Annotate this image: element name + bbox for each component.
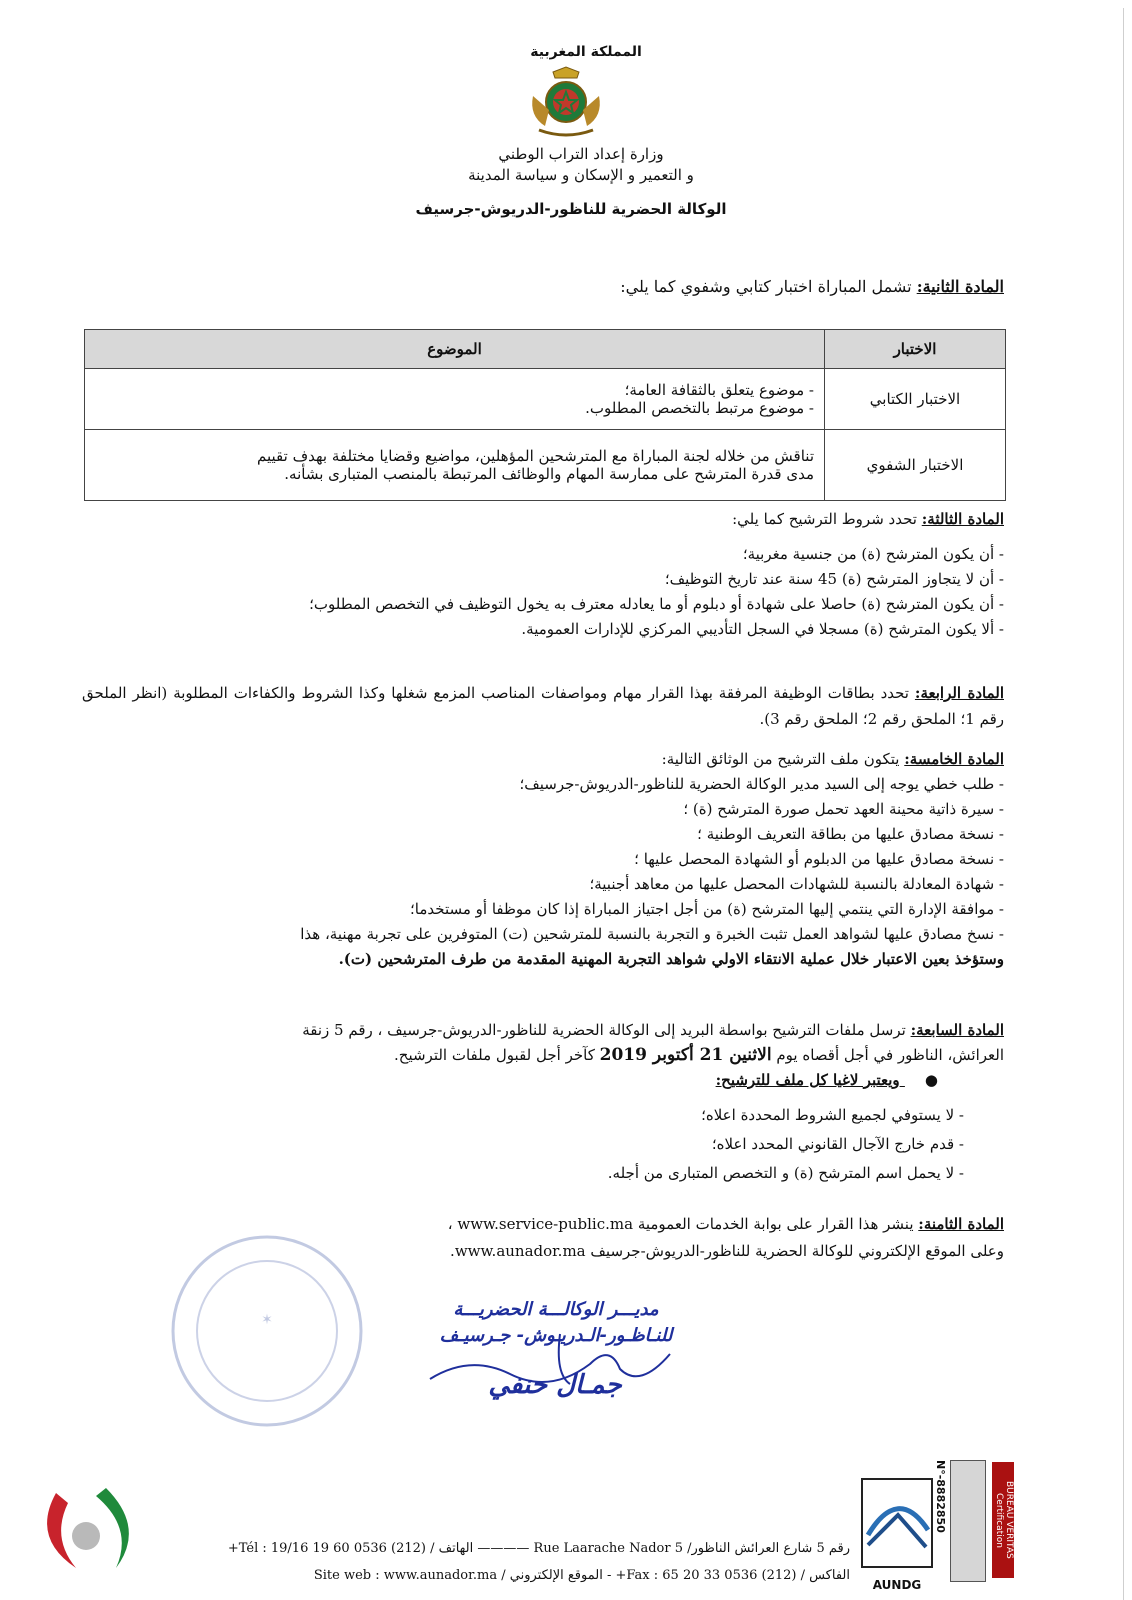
subject-line: - موضوع يتعلق بالثقافة العامة؛ — [624, 381, 814, 399]
footer-phone: الهاتف / Tél : 19/16 19 60 0536 (212)+ — [227, 1541, 474, 1556]
subject-line: - موضوع مرتبط بالتخصص المطلوب. — [585, 399, 814, 417]
article-7-text-2b: كآخر أجل لقبول ملفات الترشيح. — [394, 1046, 595, 1064]
list-item: - نسخة مصادق عليها من بطاقة التعريف الوطنية ؛ — [82, 822, 1004, 847]
list-item: - نسخ مصادق عليها لشواهد العمل تثبت الخبرة و التجربة بالنسبة للمترشحين (ت) المتوفرين على تجربة مهنية، هذا — [82, 922, 1004, 947]
list-item: - لا يحمل اسم المترشح (ة) و التخصص المتبارى من أجله. — [82, 1159, 964, 1188]
official-stamp-icon — [168, 1232, 366, 1430]
article-5-note: وستؤخذ بعين الاعتبار خلال عملية الانتقاء الاولي شواهد التجربة المهنية المقدمة من طرف المترشحين (ت). — [338, 950, 1004, 968]
article-8-title: المادة الثامنة: — [918, 1215, 1004, 1233]
svg-text:✶: ✶ — [261, 1312, 273, 1328]
article-7-text-2a: العرائش، الناظور في أجل أقصاه يوم — [776, 1046, 1004, 1064]
subject-line: تناقش من خلاله لجنة المباراة مع المترشحين المؤهلين، مواضيع وقضايا مختلفة بهدف تقييم — [257, 447, 814, 465]
list-item: - سيرة ذاتية محينة العهد تحمل صورة المترشح (ة) ؛ — [82, 797, 1004, 822]
article-7 — [82, 1018, 1004, 1188]
ministry-line-1: وزارة إعداد التراب الوطني — [498, 145, 664, 163]
subject-line: مدى قدرة المترشح على ممارسة المهام والوظائف المرتبطة بالمنصب المتبارى بشأنه. — [284, 465, 814, 483]
signatory-title-line-2: للنـاظـور-الـدريـوش- جـرسيـف — [439, 1325, 673, 1346]
list-item: - لا يستوفي لجميع الشروط المحددة اعلاه؛ — [82, 1101, 964, 1130]
list-item: - شهادة المعادلة بالنسبة للشهادات المحصل عليها من معاهد أجنبية؛ — [82, 872, 1004, 897]
article-8-line-1: ينشر هذا القرار على بوابة الخدمات العمومية www.service-public.ma ، — [447, 1215, 914, 1233]
aundg-label: AUNDG — [872, 1578, 922, 1592]
bureau-veritas-text: BUREAU VERITAS Certification — [992, 1462, 1014, 1578]
footer-fax: الفاكس / Fax : 65 20 33 0536 (212)+ — [615, 1568, 850, 1583]
exam-written-subject — [85, 369, 825, 430]
list-item: - أن لا يتجاوز المترشح (ة) 45 سنة عند تاريخ التوظيف؛ — [82, 567, 1004, 592]
article-4-text: تحدد بطاقات الوظيفة المرفقة بهذا القرار مهام ومواصفات المناصب المزمع شغلها وكذا الشروط والكفاءات المطلوبة (انظر الملحق رقم 1؛ الملحق رقم 2؛ الملحق رقم 3). — [82, 684, 1004, 728]
signatory-title-line-1: مديـــر الوكالـــة الحضريـــة — [453, 1299, 659, 1320]
deadline: الاثنين 21 أكتوبر 2019 — [599, 1045, 772, 1065]
article-5 — [82, 746, 1004, 972]
list-item: - قدم خارج الآجال القانوني المحدد اعلاه؛ — [82, 1130, 964, 1159]
article-5-text: يتكون ملف الترشيح من الوثائق التالية: — [661, 750, 900, 768]
exam-table — [84, 329, 1006, 501]
header-exam: الاختبار — [825, 330, 1006, 369]
royal-emblem-icon — [525, 66, 607, 140]
void-title: ويعتبر لاغيا كل ملف للترشيح: — [715, 1071, 900, 1089]
article-4 — [82, 680, 1004, 732]
article-5-title: المادة الخامسة: — [904, 750, 1004, 768]
exam-table-header — [85, 330, 1006, 369]
list-item: - طلب خطي يوجه إلى السيد مدير الوكالة الحضرية للناظور-الدريوش-جرسيف؛ — [82, 772, 1004, 797]
exam-oral: الاختبار الشفوي — [825, 430, 1006, 501]
footer-line-1 — [140, 1541, 850, 1556]
signatory-name: جمـال حنفي — [488, 1370, 622, 1400]
exam-oral-subject — [85, 430, 825, 501]
aundg-logo-icon — [858, 1475, 936, 1571]
letterhead — [0, 44, 1132, 218]
article-8-line-2: وعلى الموقع الإلكتروني للوكالة الحضرية للناظور-الدريوش-جرسيف www.aunador.ma. — [450, 1242, 1004, 1260]
kingdom-title: المملكة المغربية — [530, 44, 642, 60]
footer-website: الموقع الإلكتروني / Site web : www.aunador.ma — [313, 1568, 603, 1583]
article-4-title: المادة الرابعة: — [914, 684, 1004, 702]
article-3 — [82, 510, 1004, 642]
header-subject: الموضوع — [85, 330, 825, 369]
article-2-title: المادة الثانية: — [916, 277, 1004, 296]
list-item: - أن يكون المترشح (ة) من جنسية مغربية؛ — [82, 542, 1004, 567]
list-item: - ألا يكون المترشح (ة) مسجلا في السجل التأديبي المركزي للإدارات العمومية. — [82, 617, 1004, 642]
list-item: - نسخة مصادق عليها من الدبلوم أو الشهادة المحصل عليها ؛ — [82, 847, 1004, 872]
signatory-title — [420, 1297, 692, 1349]
footer-separator: ———— — [473, 1541, 530, 1556]
article-3-text: تحدد شروط الترشيح كما يلي: — [732, 510, 917, 528]
bullet-icon: ● — [924, 1071, 938, 1089]
bureau-veritas-badge — [950, 1460, 986, 1582]
table-row — [85, 369, 1006, 430]
article-2 — [82, 277, 1004, 296]
brand-swoosh-icon — [36, 1478, 146, 1578]
list-item: - أن يكون المترشح (ة) حاصلا على شهادة أو دبلوم أو ما يعادله معترف به يخول التوظيف في التخصص المطلوب؛ — [82, 592, 1004, 617]
article-2-text: تشمل المباراة اختبار كتابي وشفوي كما يلي: — [620, 277, 912, 296]
table-row — [85, 430, 1006, 501]
exam-written: الاختبار الكتابي — [825, 369, 1006, 430]
article-3-title: المادة الثالثة: — [921, 510, 1004, 528]
certification-number: N°-8882850 — [934, 1460, 947, 1533]
agency-name: الوكالة الحضرية للناظور-الدريوش-جرسيف — [415, 200, 727, 218]
footer-address: رقم 5 شارع العرائش الناظور/ 5 Rue Laarache Nador — [533, 1541, 850, 1556]
footer-line-2: الفاكس / Fax : 65 20 33 0536 (212)+ - الموقع الإلكتروني / Site web : www.aunador.ma — [313, 1568, 850, 1583]
ministry-line-2: و التعمير و الإسكان و سياسة المدينة — [468, 166, 694, 184]
article-7-title: المادة السابعة: — [910, 1021, 1004, 1039]
page-edge — [1123, 8, 1124, 1600]
list-item: - موافقة الإدارة التي ينتمي إليها المترشح (ة) من أجل اجتياز المباراة إذا كان موظفا أو مستخدما؛ — [82, 897, 1004, 922]
article-7-text-1: ترسل ملفات الترشيح بواسطة البريد إلى الوكالة الحضرية للناظور-الدريوش-جرسيف ، رقم 5 زنقة — [302, 1021, 906, 1039]
